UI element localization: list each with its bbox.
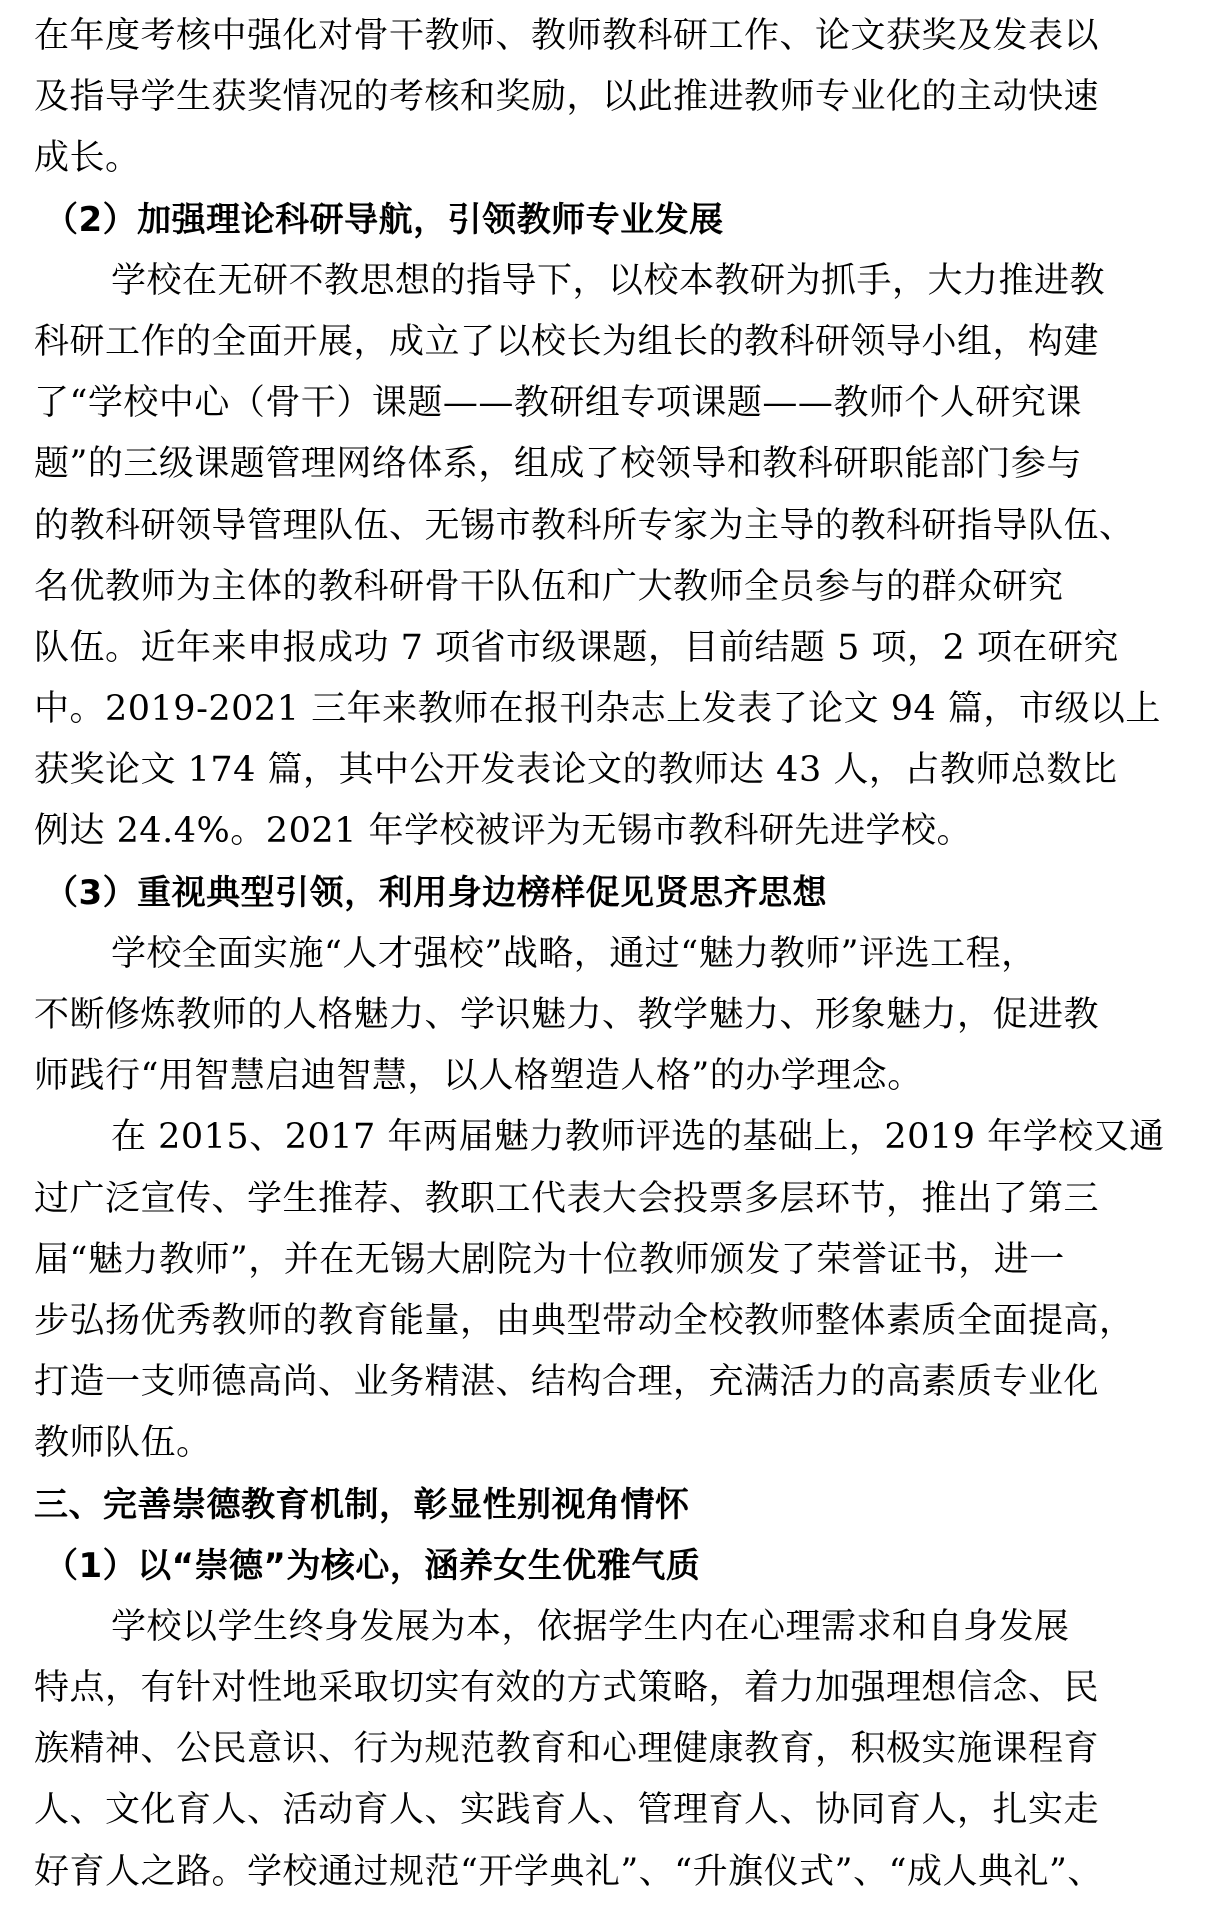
body-text-line: 步弘扬优秀教师的教育能量，由典型带动全校教师整体素质全面提高， bbox=[34, 1300, 1135, 1341]
paragraph-first-line: 在 2015、2017 年两届魅力教师评选的基础上，2019 年学校又通 bbox=[111, 1117, 1165, 1158]
body-text-line: 届“魅力教师”，并在无锡大剧院为十位教师颁发了荣誉证书，进一 bbox=[34, 1239, 1065, 1280]
paragraph-first-line: 学校在无研不教思想的指导下，以校本教研为抓手，大力推进教 bbox=[111, 260, 1106, 301]
body-text-line: 中。2019-2021 三年来教师在报刊杂志上发表了论文 94 篇，市级以上 bbox=[34, 689, 1161, 730]
body-text-line: 打造一支师德高尚、业务精湛、结构合理，充满活力的高素质专业化 bbox=[34, 1362, 1100, 1403]
body-text-line: 队伍。近年来申报成功 7 项省市级课题，目前结题 5 项，2 项在研究 bbox=[34, 627, 1119, 668]
body-text-line: 名优教师为主体的教科研骨干队伍和广大教师全员参与的群众研究 bbox=[34, 566, 1064, 607]
body-text-line: 族精神、公民意识、行为规范教育和心理健康教育，积极实施课程育 bbox=[34, 1729, 1100, 1770]
body-text-line: 题”的三级课题管理网络体系，组成了校领导和教科研职能部门参与 bbox=[34, 444, 1082, 485]
body-text-line: 例达 24.4%。2021 年学校被评为无锡市教科研先进学校。 bbox=[34, 811, 973, 852]
body-text-line: 过广泛宣传、学生推荐、教职工代表大会投票多层环节，推出了第三 bbox=[34, 1178, 1100, 1219]
body-text-line: 不断修炼教师的人格魅力、学识魅力、教学魅力、形象魅力，促进教 bbox=[34, 995, 1100, 1035]
body-text-line: 好育人之路。学校通过规范“开学典礼”、“升旗仪式”、“成人典礼”、 bbox=[34, 1851, 1103, 1892]
body-text-line: 成长。 bbox=[34, 138, 141, 179]
body-text-line: 获奖论文 174 篇，其中公开发表论文的教师达 43 人，占教师总数比 bbox=[34, 750, 1118, 791]
body-text-line: 教师队伍。 bbox=[34, 1423, 212, 1464]
body-text-line: 及指导学生获奖情况的考核和奖励，以此推进教师专业化的主动快速 bbox=[34, 77, 1100, 118]
body-text-line: 特点，有针对性地采取切实有效的方式策略，着力加强理想信念、民 bbox=[34, 1668, 1100, 1709]
body-text-line: 科研工作的全面开展，成立了以校长为组长的教科研领导小组，构建 bbox=[34, 321, 1100, 362]
document-body bbox=[34, 6, 1185, 1903]
subsection-heading: （2）加强理论科研导航，引领教师专业发展 bbox=[44, 199, 724, 240]
section-heading: 三、完善崇德教育机制，彰显性别视角情怀 bbox=[34, 1484, 690, 1525]
paragraph-first-line: 学校全面实施“人才强校”战略，通过“魅力教师”评选工程， bbox=[111, 933, 1037, 974]
body-text-line: 人、文化育人、活动育人、实践育人、管理育人、协同育人，扎实走 bbox=[34, 1790, 1100, 1831]
body-text-line: 了“学校中心（骨干）课题——教研组专项课题——教师个人研究课 bbox=[34, 383, 1082, 424]
body-text-line: 在年度考核中强化对骨干教师、教师教科研工作、论文获奖及发表以 bbox=[34, 16, 1100, 56]
body-text-line: 的教科研领导管理队伍、无锡市教科所专家为主导的教科研指导队伍、 bbox=[34, 505, 1135, 546]
subsection-heading: （1）以“崇德”为核心，涵养女生优雅气质 bbox=[44, 1545, 701, 1586]
paragraph-first-line: 学校以学生终身发展为本，依据学生内在心理需求和自身发展 bbox=[111, 1606, 1070, 1647]
subsection-heading: （3）重视典型引领，利用身边榜样促见贤思齐思想 bbox=[44, 872, 828, 913]
body-text-line: 师践行“用智慧启迪智慧，以人格塑造人格”的办学理念。 bbox=[34, 1056, 923, 1097]
